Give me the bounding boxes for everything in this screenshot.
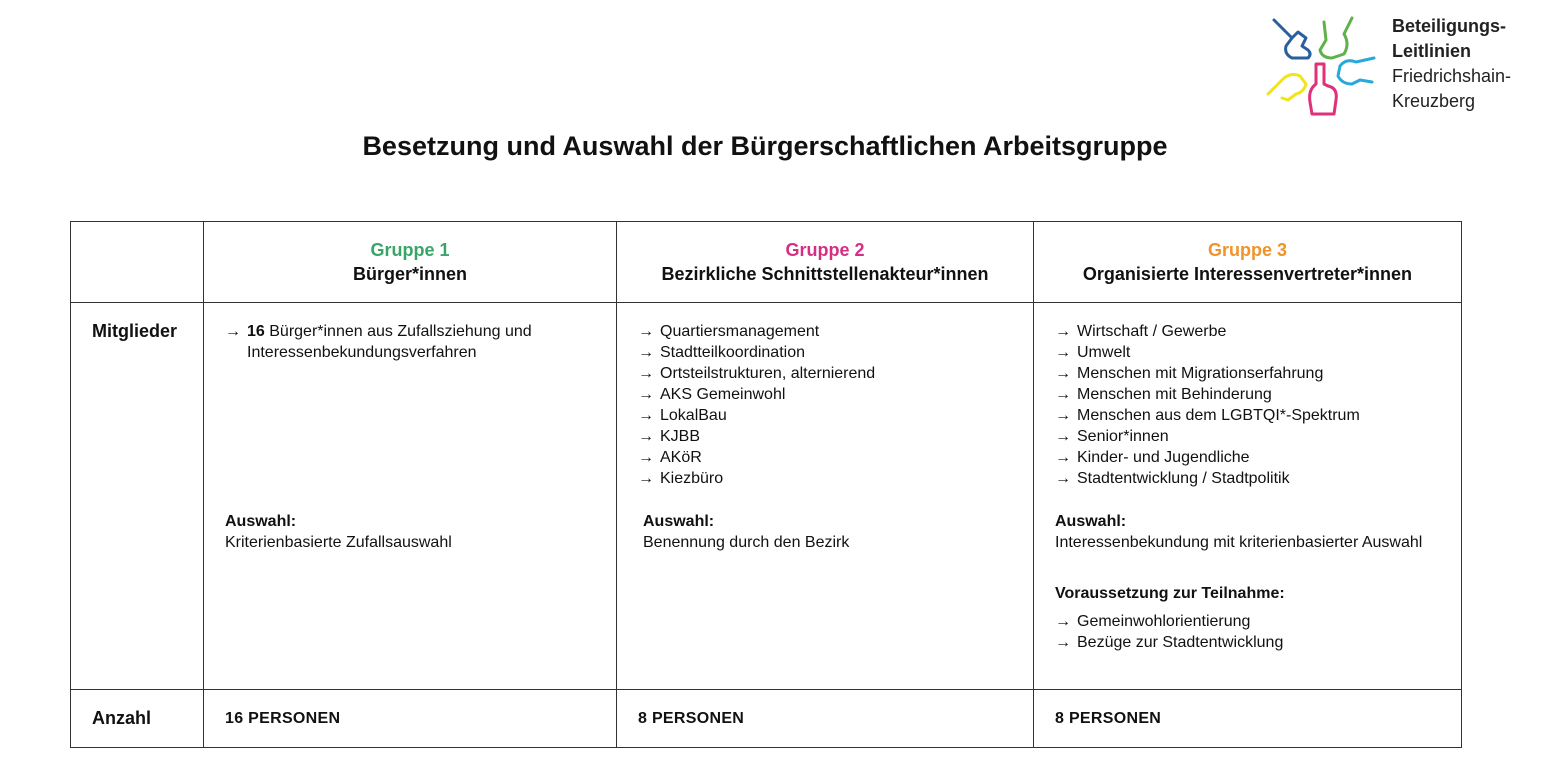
arrow-icon: → xyxy=(1055,428,1071,445)
arrow-icon: → xyxy=(1055,386,1071,403)
arrow-icon: → xyxy=(1055,449,1071,466)
list-item-text: Quartiersmanagement xyxy=(660,323,820,340)
group-2-count: 8 PERSONEN xyxy=(617,690,1034,748)
list-item-text: Kiezbüro xyxy=(660,470,724,487)
group-2-members-cell xyxy=(617,303,1034,690)
selection-text: Benennung durch den Bezirk xyxy=(643,534,850,551)
list-item-text: AKöR xyxy=(660,449,702,466)
arrow-icon: → xyxy=(1055,407,1071,424)
logo-line-2: Leitlinien xyxy=(1392,41,1472,61)
list-item xyxy=(1055,405,1455,426)
group-3-subtitle: Organisierte Interessenvertreter*innen xyxy=(1082,264,1413,284)
selection-text: Interessenbekundung mit kriterienbasierter Auswahl xyxy=(1055,534,1423,551)
green-hand-icon xyxy=(1320,18,1352,58)
logo-wordmark xyxy=(1392,14,1511,114)
list-item xyxy=(638,384,1018,405)
list-item-text: LokalBau xyxy=(660,407,727,424)
logo-line-4: Kreuzberg xyxy=(1392,91,1476,111)
arrow-icon: → xyxy=(638,449,654,466)
members-row-label: Mitglieder xyxy=(71,303,204,690)
arrow-icon: → xyxy=(638,344,654,361)
count-row-label: Anzahl xyxy=(71,690,204,748)
group-2-member-list xyxy=(638,321,1018,489)
member-text: Bürger*innen aus Zufallsziehung und Interessenbekundungsverfahren xyxy=(247,323,532,361)
list-item-text: KJBB xyxy=(660,428,701,445)
working-group-table xyxy=(70,221,1462,748)
list-item-text: Stadtteilkoordination xyxy=(660,344,805,361)
selection-title: Auswahl: xyxy=(643,513,715,530)
group-1-subtitle: Bürger*innen xyxy=(352,264,467,284)
list-item-text: Gemeinwohlorientierung xyxy=(1077,613,1251,630)
list-item xyxy=(1055,426,1455,447)
requirement-title: Voraussetzung zur Teilnahme: xyxy=(1055,585,1285,602)
arrow-icon: → xyxy=(1055,613,1071,630)
group-3-selection xyxy=(1055,511,1455,553)
group-3-requirement-list xyxy=(1055,611,1435,653)
list-item xyxy=(638,426,1018,447)
table-header-row xyxy=(71,222,1462,303)
list-item-text: Menschen mit Migrationserfahrung xyxy=(1077,365,1324,382)
yellow-hand-icon xyxy=(1268,74,1306,100)
group-2-header xyxy=(617,222,1034,303)
group-3-members-cell xyxy=(1034,303,1462,690)
blue-hand-icon xyxy=(1274,20,1310,58)
group-1-selection xyxy=(225,511,452,553)
group-2-subtitle: Bezirkliche Schnittstellenakteur*innen xyxy=(661,264,989,284)
empty-corner-cell xyxy=(71,222,204,303)
list-item xyxy=(638,321,1018,342)
arrow-icon: → xyxy=(1055,634,1071,651)
list-item-text: Bezüge zur Stadtentwicklung xyxy=(1077,634,1284,651)
arrow-icon: → xyxy=(1055,365,1071,382)
list-item-text: Ortsteilstrukturen, alternierend xyxy=(660,365,876,382)
list-item-text: Umwelt xyxy=(1077,344,1131,361)
group-3-header xyxy=(1034,222,1462,303)
group-1-count: 16 PERSONEN xyxy=(204,690,617,748)
arrow-icon: → xyxy=(638,323,654,340)
arrow-icon: → xyxy=(638,386,654,403)
arrow-icon: → xyxy=(1055,323,1071,340)
group-3-member-list xyxy=(1055,321,1455,489)
member-count-bold: 16 xyxy=(247,323,265,340)
hands-logo-icon xyxy=(1262,14,1380,120)
members-row xyxy=(71,303,1462,690)
group-3-count: 8 PERSONEN xyxy=(1034,690,1462,748)
list-item xyxy=(1055,611,1435,632)
arrow-icon: → xyxy=(638,365,654,382)
list-item xyxy=(1055,321,1455,342)
arrow-icon: → xyxy=(1055,344,1071,361)
group-1-header xyxy=(204,222,617,303)
list-item xyxy=(1055,384,1455,405)
list-item-text: AKS Gemeinwohl xyxy=(660,386,786,403)
list-item xyxy=(1055,363,1455,384)
group-3-name: Gruppe 3 xyxy=(1207,240,1287,260)
list-item xyxy=(225,321,565,363)
group-3-requirement-title xyxy=(1055,583,1285,604)
logo-line-1: Beteiligungs- xyxy=(1392,16,1507,36)
list-item xyxy=(1055,468,1455,489)
list-item xyxy=(1055,447,1455,468)
selection-text: Kriterienbasierte Zufallsauswahl xyxy=(225,534,452,551)
selection-title: Auswahl: xyxy=(225,513,297,530)
list-item xyxy=(1055,342,1455,363)
list-item xyxy=(638,468,1018,489)
page-title: Besetzung und Auswahl der Bürgerschaftlichen Arbeitsgruppe xyxy=(362,131,1168,161)
list-item-text: Wirtschaft / Gewerbe xyxy=(1077,323,1227,340)
arrow-icon: → xyxy=(638,407,654,424)
group-1-members-cell xyxy=(204,303,617,690)
list-item-text: Kinder- und Jugendliche xyxy=(1077,449,1250,466)
cyan-hand-icon xyxy=(1338,58,1374,84)
group-1-name: Gruppe 1 xyxy=(370,240,450,260)
arrow-icon: → xyxy=(638,428,654,445)
count-row xyxy=(71,690,1462,748)
logo-line-3: Friedrichshain- xyxy=(1392,66,1512,86)
arrow-icon: → xyxy=(1055,470,1071,487)
list-item xyxy=(1055,632,1435,653)
list-item xyxy=(638,405,1018,426)
list-item-text: Stadtentwicklung / Stadtpolitik xyxy=(1077,470,1290,487)
list-item-text: Senior*innen xyxy=(1077,428,1169,445)
group-1-member-list xyxy=(225,321,565,363)
arrow-icon: → xyxy=(225,323,241,340)
list-item xyxy=(638,447,1018,468)
selection-title: Auswahl: xyxy=(1055,513,1127,530)
list-item-text: Menschen mit Behinderung xyxy=(1077,386,1272,403)
group-2-selection xyxy=(643,511,849,553)
list-item xyxy=(638,342,1018,363)
list-item xyxy=(638,363,1018,384)
arrow-icon: → xyxy=(638,470,654,487)
group-2-name: Gruppe 2 xyxy=(785,240,865,260)
magenta-hand-icon xyxy=(1310,64,1337,114)
list-item-text: Menschen aus dem LGBTQI*-Spektrum xyxy=(1077,407,1360,424)
